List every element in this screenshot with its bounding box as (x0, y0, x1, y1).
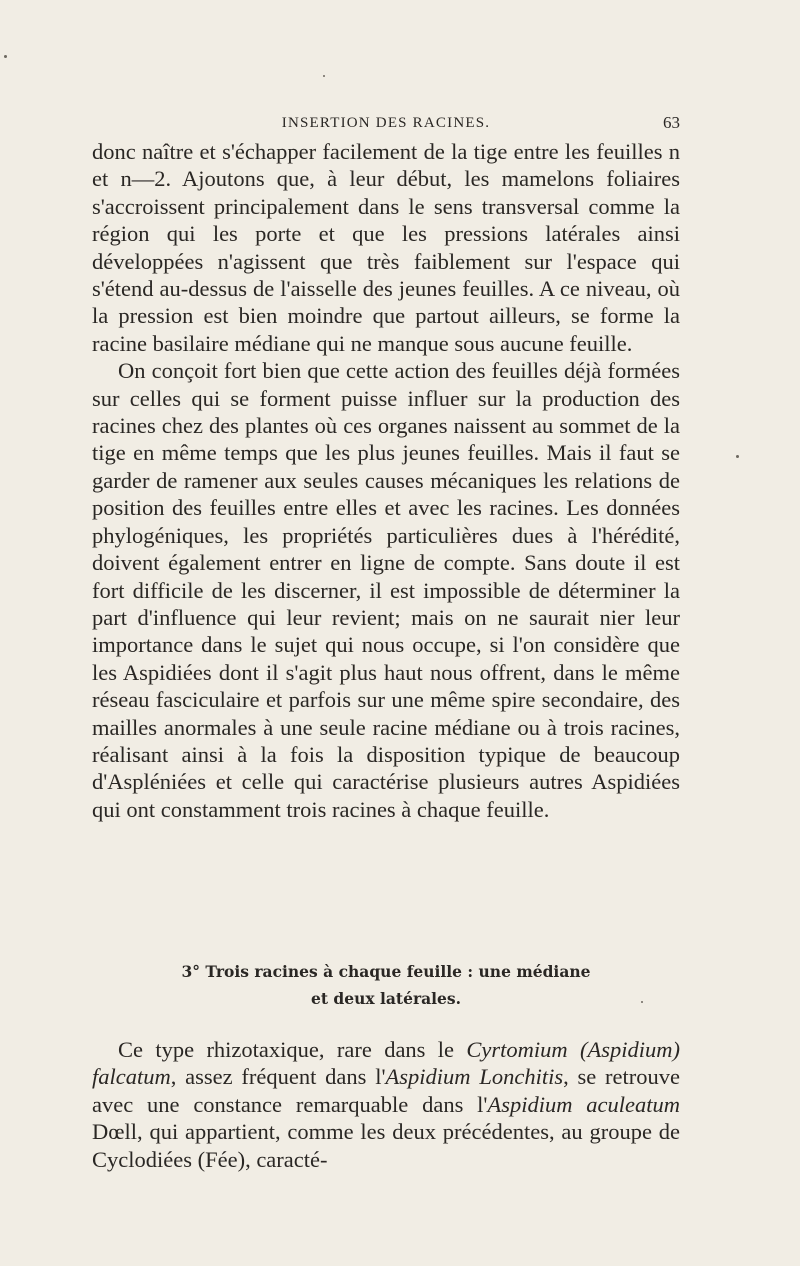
section-heading-line-1: 3° Trois racines à chaque feuille : une médiane (181, 962, 591, 981)
paper-speck (736, 455, 739, 458)
paragraph-2: On conçoit fort bien que cette action des feuilles déjà formées sur celles qui se forment puisse influer sur la production des racines chez des plantes où ces organes naissent au sommet de la tige en même temps que les plus jeunes feuilles. Mais il faut se garder de ramener aux seules causes mécaniques les relations de position des feuilles entre elles et avec les racines. Les données phylogéniques, les propriétés particulières dues à l'hérédité, doivent également entrer en ligne de compte. Sans doute il est fort difficile de les discerner, il est impossible de déterminer la part d'influence qui leur revient; mais on ne saurait nier leur importance dans le sujet qui nous occupe, si l'on considère que les Aspidiées dont il s'agit plus haut nous offrent, dans le même réseau fasciculaire et parfois sur une même spire secondaire, des mailles anormales à une seule racine médiane ou à trois racines, réalisant ainsi à la fois la disposition typique de beaucoup d'Aspléniées et celle qui caractérise plusieurs autres Aspidiées qui ont constamment trois racines à chaque feuille. (92, 358, 680, 822)
paper-speck (323, 75, 325, 77)
taxon-name: Cyrtomium (Aspidium) falcatum (92, 1037, 680, 1090)
text-run: , assez fréquent dans l' (170, 1064, 386, 1090)
taxon-name: Aspidium aculeatum (487, 1091, 680, 1117)
paper-speck (641, 1001, 643, 1003)
text-run: Dœll, qui appartient, comme les deux précédentes, au groupe de Cyclodiées (Fée), caracté- (92, 1119, 680, 1172)
section-heading (92, 958, 680, 1012)
taxon-name: Aspidium Lonchitis (385, 1064, 564, 1090)
paragraph-3 (92, 1036, 680, 1173)
section-heading-line-2: et deux latérales. (310, 989, 462, 1008)
main-text (92, 138, 680, 823)
text-run: Ce type rhizotaxique, rare dans le (118, 1037, 467, 1062)
running-head (92, 113, 680, 135)
section-text (92, 1036, 680, 1173)
paper-speck (4, 55, 7, 58)
text-run: , se retrouve avec une constance remarquable dans l' (92, 1064, 681, 1117)
paragraph-1: donc naître et s'échapper facilement de la tige entre les feuilles n et n—2. Ajoutons que, à leur début, les mamelons foliaires s'accroissent principalement dans le sens transversal comme la région qui les porte et que les pressions latérales ainsi développées n'agissent que très faiblement sur l'espace qui s'étend au-dessus de l'aisselle des jeunes feuilles. A ce niveau, où la pression est bien moindre que partout ailleurs, se forme la racine basilaire médiane qui ne manque sous aucune feuille. (92, 139, 680, 356)
page-number: 63 (663, 113, 680, 132)
running-title: INSERTION DES RACINES. (281, 115, 491, 131)
